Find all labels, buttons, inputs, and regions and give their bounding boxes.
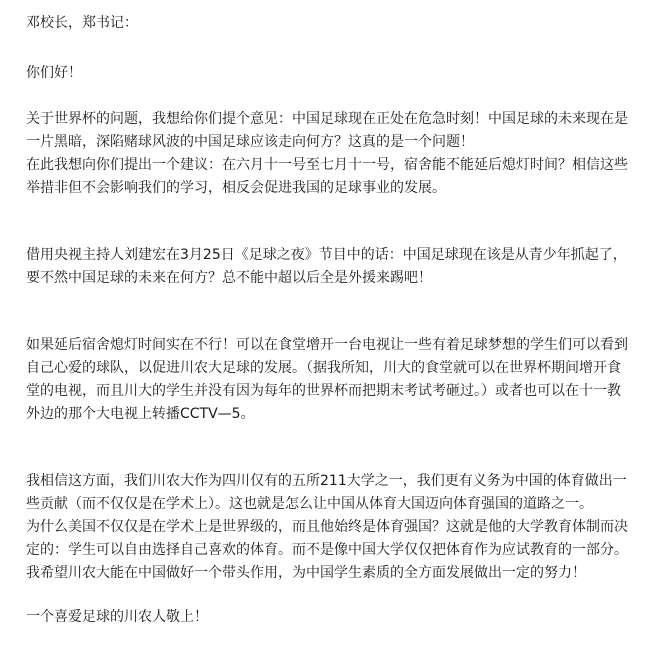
paragraph-3-line-2: 自己心爱的球队，以促进川农大足球的发展。（据我所知，川大的食堂就可以在世界杯期间增开食 xyxy=(26,360,621,376)
greeting: 邓校长，郑书记： xyxy=(26,15,138,31)
paragraph-4-line-3: 为什么美国不仅仅是在学术上是世界级的，而且他始终是体育强国？这就是他的大学教育体制而决 xyxy=(26,519,628,535)
closing-signature: 一个喜爱足球的川农人敬上！ xyxy=(26,609,208,625)
paragraph-4-line-1: 我相信这方面，我们川农大作为四川仅有的五所211大学之一，我们更有义务为中国的体育做出一 xyxy=(26,473,627,489)
paragraph-4-line-4: 定的：学生可以自由选择自己喜欢的体育。而不是像中国大学仅仅把体育作为应试教育的一部分。 xyxy=(26,542,628,558)
paragraph-4-line-5: 我希望川农大能在中国做好一个带头作用，为中国学生素质的全方面发展做出一定的努力！ xyxy=(26,565,586,581)
paragraph-1-line-1: 关于世界杯的问题，我想给你们提个意见：中国足球现在正处在危急时刻！中国足球的未来现在是 xyxy=(26,111,628,127)
paragraph-3-line-1: 如果延后宿舍熄灯时间实在不行！可以在食堂增开一台电视让一些有着足球梦想的学生们可以看到 xyxy=(26,337,628,353)
paragraph-1-line-4: 举措非但不会影响我们的学习，相反会促进我国的足球事业的发展。 xyxy=(26,180,446,196)
paragraph-1-line-2: 一片黑暗，深陷赌球风波的中国足球应该走向何方？这真的是一个问题！ xyxy=(26,134,474,150)
paragraph-3-line-4: 外边的那个大电视上转播CCTV—5。 xyxy=(26,406,255,422)
paragraph-2-line-2: 要不然中国足球的未来在何方？总不能中超以后全是外援来踢吧！ xyxy=(26,270,432,286)
paragraph-4-line-2: 些贡献（而不仅仅是在学术上）。这也就是怎么让中国从体育大国迈向体育强国的道路之一。 xyxy=(26,496,593,512)
paragraph-1-line-3: 在此我想向你们提出一个建议：在六月十一号至七月十一号，宿舍能不能延后熄灯时间？相信这些 xyxy=(26,157,628,173)
paragraph-2-line-1: 借用央视主持人刘建宏在3月25日《足球之夜》节目中的话：中国足球现在该是从青少年抓起了， xyxy=(26,247,627,263)
paragraph-3-line-3: 堂的电视，而且川大的学生并没有因为每年的世界杯而把期末考试考砸过。）或者也可以在十一教 xyxy=(26,383,621,399)
salutation: 你们好！ xyxy=(26,65,82,81)
